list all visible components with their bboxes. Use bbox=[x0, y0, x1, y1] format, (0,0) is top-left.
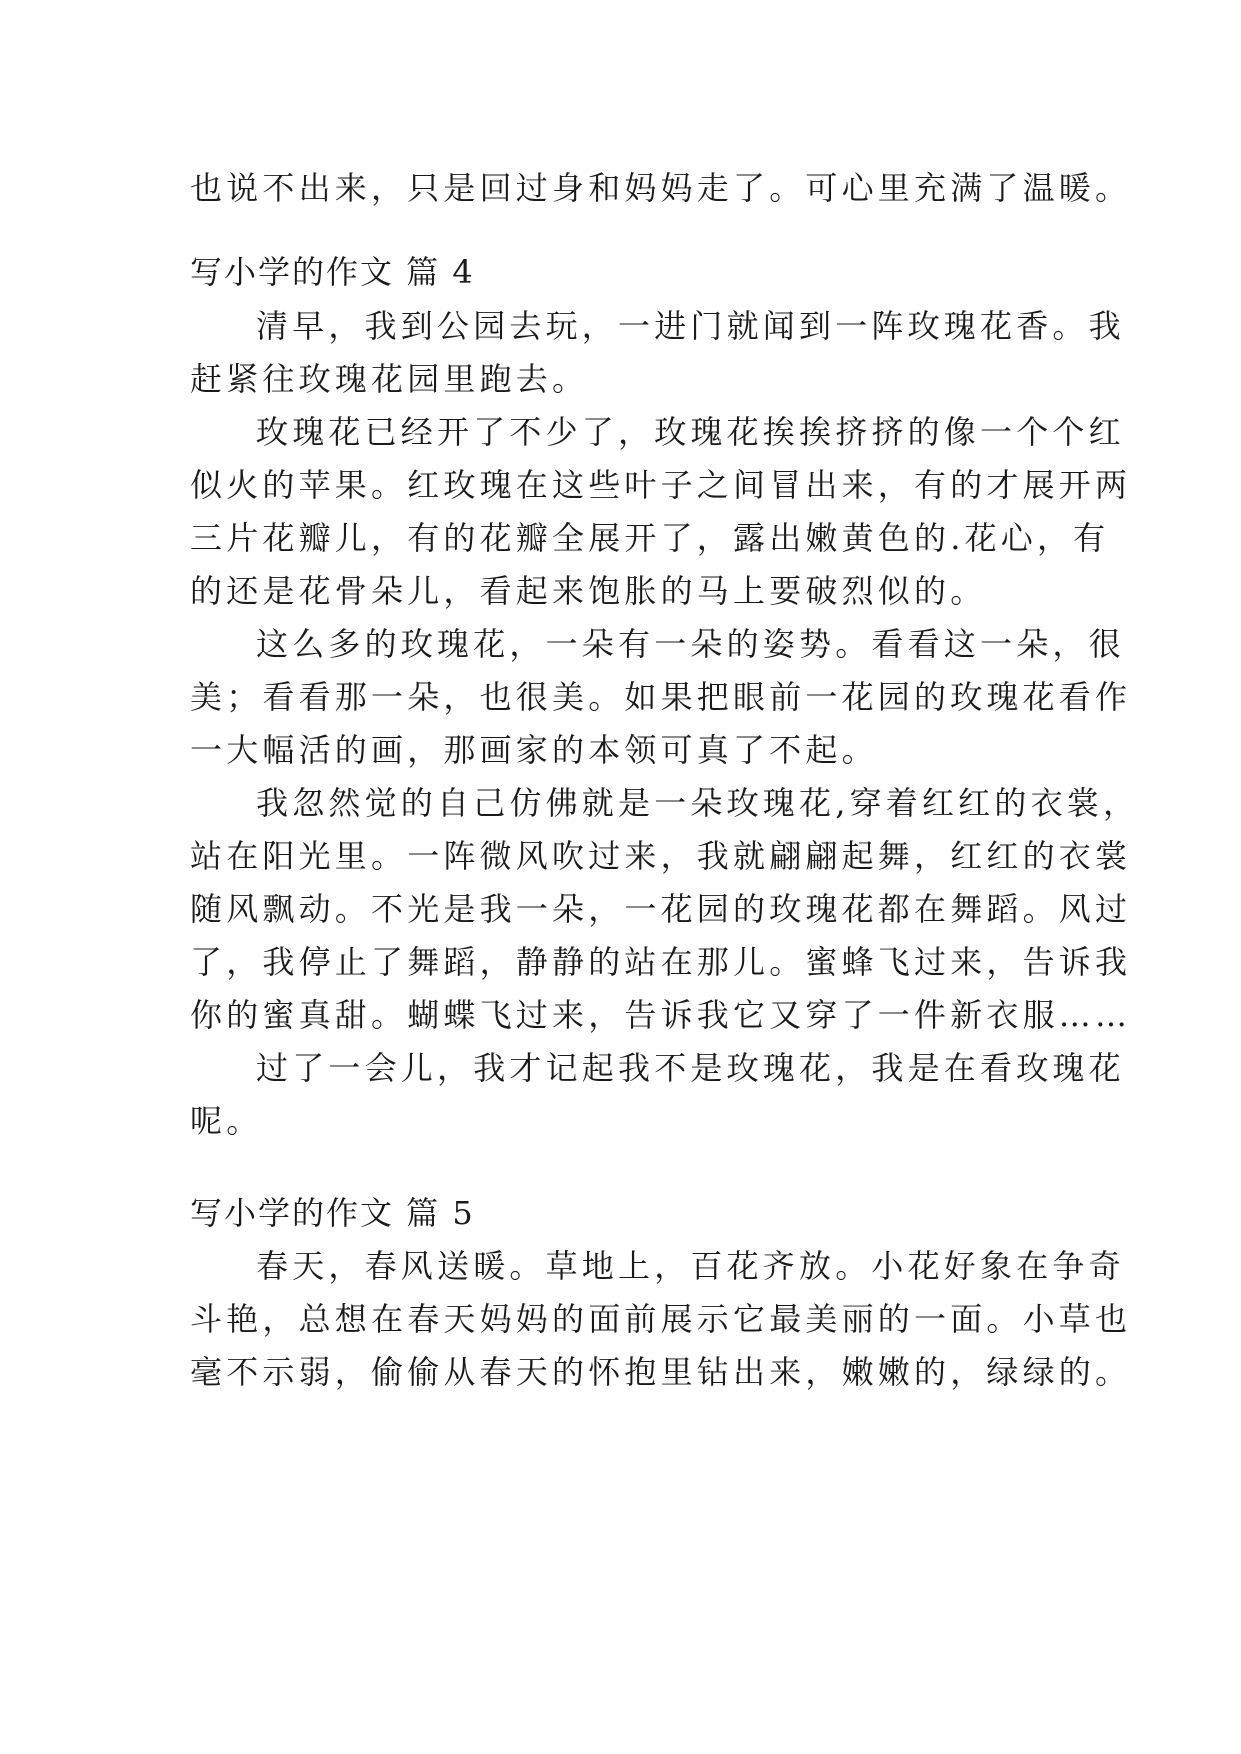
paragraph-line: 这么多的玫瑰花，一朵有一朵的姿势。看看这一朵，很 bbox=[256, 625, 1125, 663]
paragraph-line: 的还是花骨朵儿，看起来饱胀的马上要破烈似的。 bbox=[190, 572, 987, 610]
paragraph-line: 一大幅活的画，那画家的本领可真了不起。 bbox=[190, 731, 878, 769]
paragraph-line: 过了一会儿，我才记起我不是玫瑰花，我是在看玫瑰花 bbox=[256, 1049, 1125, 1087]
paragraph-line: 赶紧往玫瑰花园里跑去。 bbox=[190, 360, 589, 398]
paragraph-line: 清早，我到公园去玩，一进门就闻到一阵玫瑰花香。我 bbox=[256, 307, 1125, 345]
paragraph-line: 随风飘动。不光是我一朵，一花园的玫瑰花都在舞蹈。风过 bbox=[190, 890, 1132, 928]
paragraph-line: 三片花瓣儿，有的花瓣全展开了，露出嫩黄色的.花心，有 bbox=[190, 519, 1110, 557]
paragraph-line: 你的蜜真甜。蝴蝶飞过来，告诉我它又穿了一件新衣服…… bbox=[190, 996, 1132, 1034]
paragraph-line: 斗艳，总想在春天妈妈的面前展示它最美丽的一面。小草也 bbox=[190, 1300, 1132, 1338]
paragraph-line: 我忽然觉的自己仿佛就是一朵玫瑰花,穿着红红的衣裳， bbox=[256, 784, 1140, 822]
section-heading-5: 写小学的作文 篇 5 bbox=[190, 1194, 475, 1232]
paragraph-line: 似火的苹果。红玫瑰在这些叶子之间冒出来，有的才展开两 bbox=[190, 466, 1132, 504]
paragraph-line: 站在阳光里。一阵微风吹过来，我就翩翩起舞，红红的衣裳 bbox=[190, 837, 1132, 875]
paragraph-line: 呢。 bbox=[190, 1102, 263, 1140]
text-line: 也说不出来，只是回过身和妈妈走了。可心里充满了温暖。 bbox=[190, 169, 1132, 207]
paragraph-line: 玫瑰花已经开了不少了，玫瑰花挨挨挤挤的像一个个红 bbox=[256, 413, 1125, 451]
paragraph-line: 春天，春风送暖。草地上，百花齐放。小花好象在争奇 bbox=[256, 1247, 1125, 1285]
paragraph-line: 美；看看那一朵，也很美。如果把眼前一花园的玫瑰花看作 bbox=[190, 678, 1132, 716]
paragraph-line: 了，我停止了舞蹈，静静的站在那儿。蜜蜂飞过来，告诉我 bbox=[190, 943, 1132, 981]
paragraph-line: 毫不示弱，偷偷从春天的怀抱里钻出来，嫩嫩的，绿绿的。 bbox=[190, 1353, 1132, 1391]
section-heading-4: 写小学的作文 篇 4 bbox=[190, 253, 475, 291]
